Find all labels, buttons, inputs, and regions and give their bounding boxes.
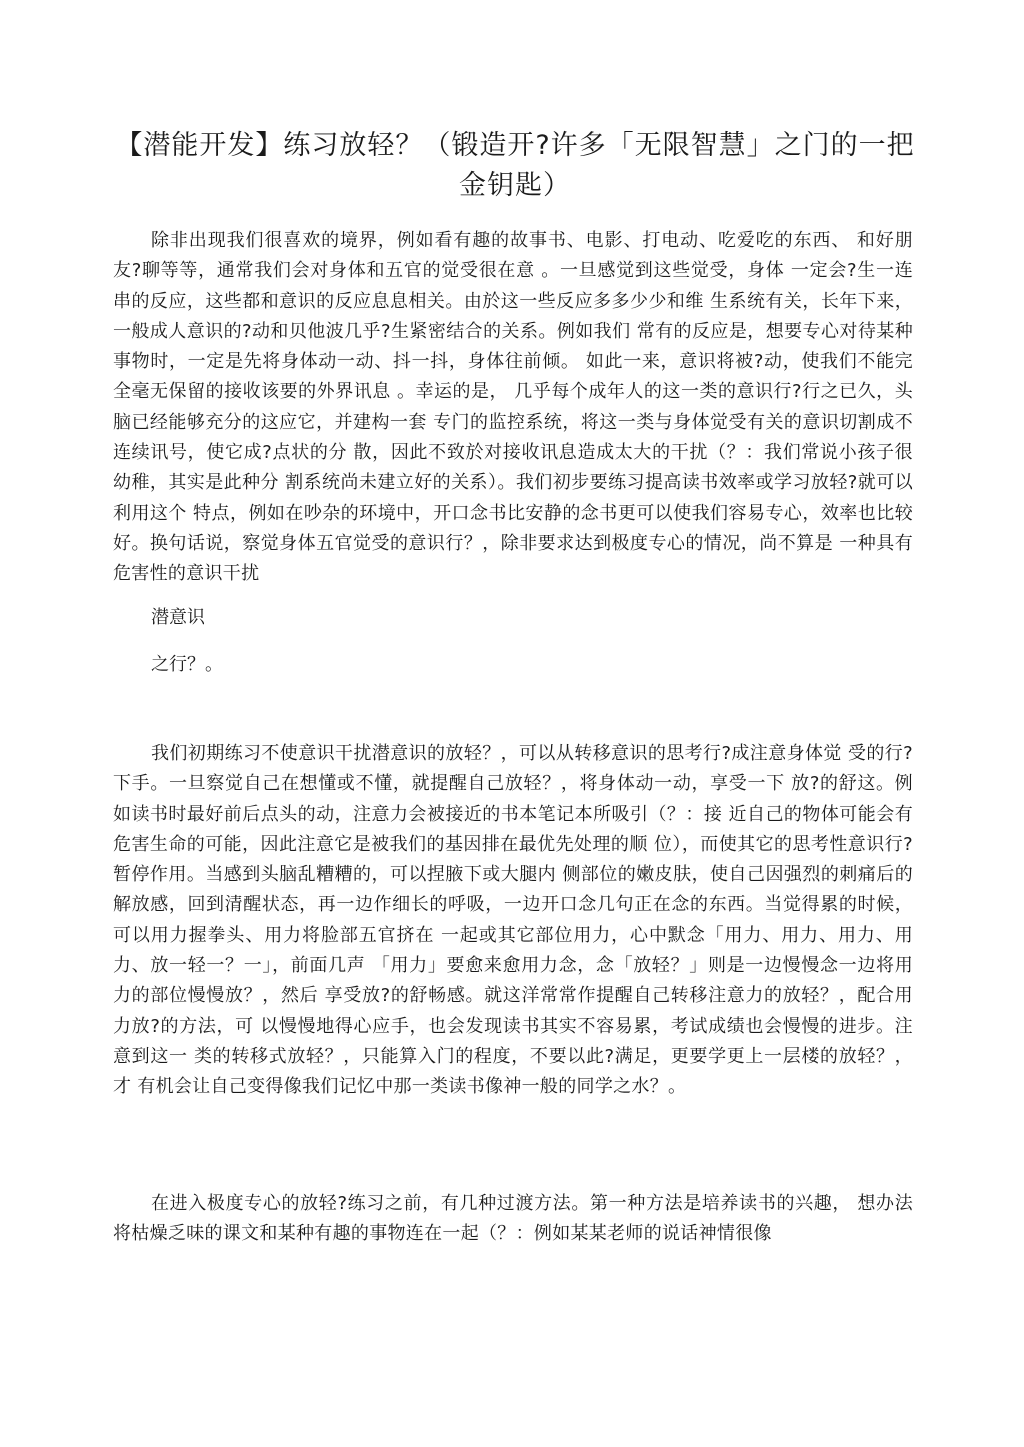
short-line-1: 潜意识 — [151, 607, 205, 628]
paragraph-2: 我们初期练习不使意识干扰潜意识的放轻？，可以从转移意识的思考行?成注意身体觉 受的行?下手。一旦察觉自己在想懂或不懂，就提醒自己放轻？，将身体动一动，享受一下 放?的舒这。例如读书时最好前后点头的动，注意力会被接近的书本笔记本所吸引（？：接 近自己的物体可能会有危害生命的可能，因此注意它是被我们的基因排在最优先处理的顺 位），而使其它的思考性意识行?暂停作用。当感到头脑乱糟糟的，可以捏腋下或大腿内 侧部位的嫩皮肤，使自己因强烈的刺痛后的解放感，回到清醒状态，再一边作细长的呼吸，一边开口念几句正在念的东西。当觉得累的时候，可以用力握拳头、用力将脸部五官挤在 一起或其它部位用力，心中默念「用力、用力、用力、用力、放一轻一？一」，前面几声 「用力」要愈来愈用力念，念「放轻？」则是一边慢慢念一边将用力的部位慢慢放？，然后 享受放?的舒畅感。就这洋常常作提醒自己转移注意力的放轻？，配合用力放?的方法，可 以慢慢地得心应手，也会发现读书其实不容易累，考试成绩也会慢慢的进步。注意到这一 类的转移式放轻？，只能算入门的程度，不要以此?满足，更要学更上一层楼的放轻？，才 有机会让自己变得像我们记忆中那一类读书像神一般的同学之水？。 — [113, 743, 913, 1098]
document-title: 【潜能开发】练习放轻？（锻造开?许多「无限智慧」之门的一把金钥匙） — [115, 130, 915, 201]
paragraph-1: 除非出现我们很喜欢的境界，例如看有趣的故事书、电影、打电动、吃爱吃的东西、 和好朋友?聊等等，通常我们会对身体和五官的觉受很在意 。一旦感觉到这些觉受，身体 一定会?生一连串的反应，这些都和意识的反应息息相关。由於这一些反应多多少少和维 生系统有关，长年下来，一般成人意识的?动和贝他波几乎?生紧密结合的关系。例如我们 常有的反应是，想要专心对待某种事物时，一定是先将身体动一动、抖一抖，身体往前倾。 如此一来，意识将被?动，使我们不能完全毫无保留的接收该要的外界讯息 。幸运的是， 几乎每个成年人的这一类的意识行?行之已久，头脑已经能够充分的这应它，并建构一套 专门的监控系统，将这一类与身体觉受有关的意识切割成不连续讯号，使它成?点状的分 散，因此不致於对接收讯息造成太大的干扰（？：我们常说小孩子很幼稚，其实是此种分 割系统尚未建立好的关系）。我们初步要练习提高读书效率或学习放轻?就可以利用这个 特点，例如在吵杂的环境中，开口念书比安静的念书更可以使我们容易专心，效率也比较 好。换句话说，察觉身体五官觉受的意识行？，除非要求达到极度专心的情况，尚不算是 一种具有危害性的意识干扰 — [113, 230, 913, 585]
short-line-2: 之行？。 — [151, 654, 223, 675]
paragraph-3: 在进入极度专心的放轻?练习之前，有几种过渡方法。第一种方法是培养读书的兴趣， 想办法将枯燥乏味的课文和某种有趣的事物连在一起（？：例如某某老师的说话神情很像 — [113, 1193, 913, 1245]
